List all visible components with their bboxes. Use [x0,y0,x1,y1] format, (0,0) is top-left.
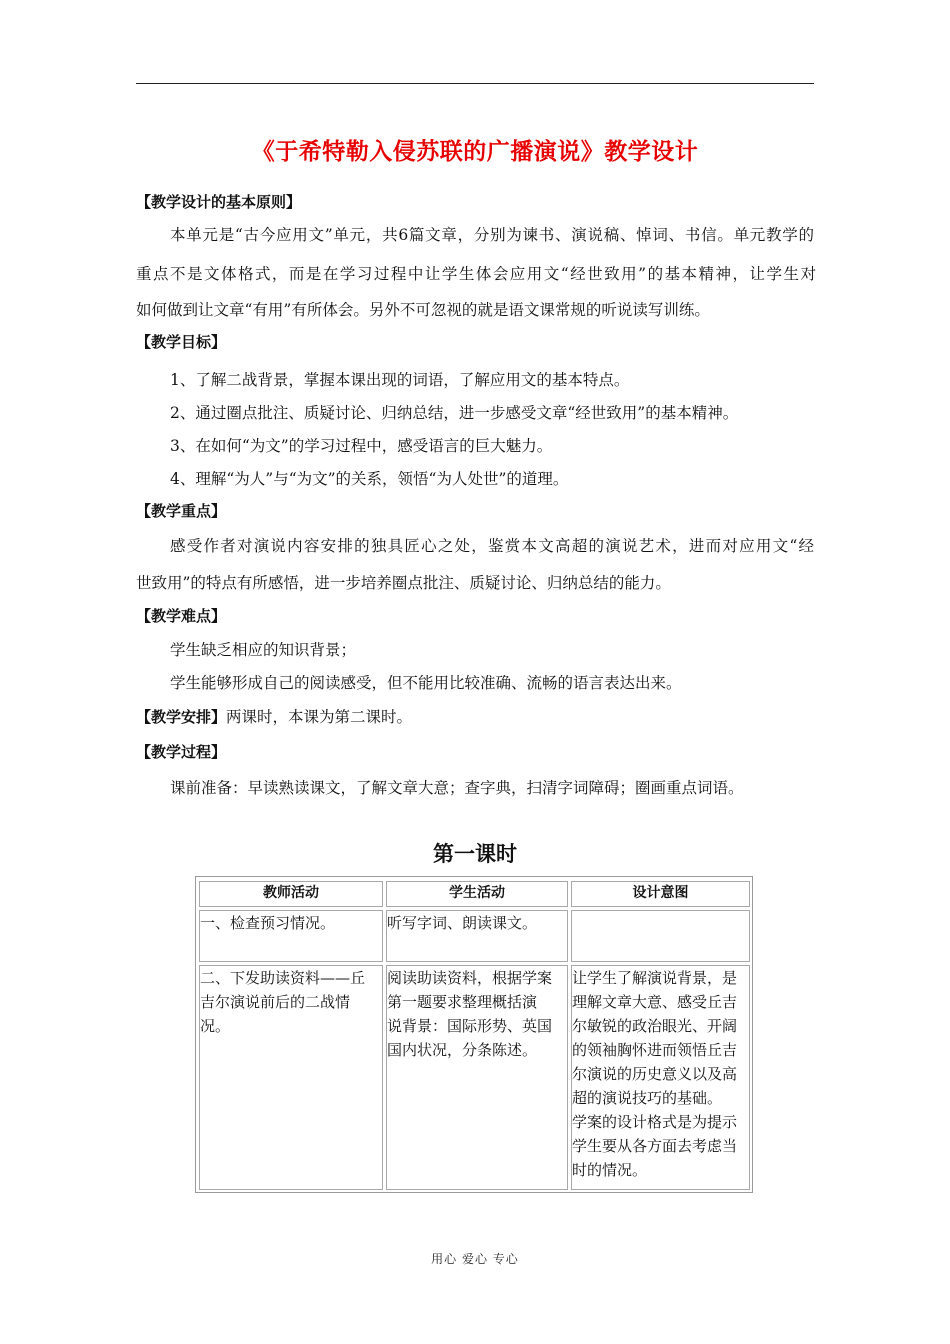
goal-item-3: 3、在如何“为文”的学习过程中，感受语言的巨大魅力。 [170,437,553,455]
page-footer: 用心 爱心 专心 [431,1252,519,1266]
heading-key: 【教学重点】 [136,502,227,520]
arrangement-row [136,705,816,727]
difficulty-line-2: 学生能够形成自己的阅读感受，但不能用比较准确、流畅的语言表达出来。 [170,674,682,692]
row2-student-line: 国内状况，分条陈述。 [387,1041,538,1059]
row2-intent-line: 尔敏锐的政治眼光、开阔 [572,1017,738,1035]
row2-intent-line: 让学生了解演说背景，是 [572,969,738,987]
process-text: 课前准备：早读熟读课文，了解文章大意；查字典，扫清字词障碍；圈画重点词语。 [170,779,744,797]
row2-intent-line: 时的情况。 [572,1161,648,1179]
document-title: 《于希特勒入侵苏联的广播演说》教学设计 [251,139,699,165]
difficulty-line-1: 学生缺乏相应的知识背景； [170,641,357,659]
key-line-2: 世致用”的特点有所感悟，进一步培养圈点批注、质疑讨论、归纳总结的能力。 [136,574,671,592]
heading-process: 【教学过程】 [136,743,227,761]
heading-principle: 【教学设计的基本原则】 [136,193,302,211]
heading-arrangement: 【教学安排】 [136,708,227,726]
principle-line-2: 重点不是文体格式，而是在学习过程中让学生体会应用文“经世致用”的基本精神，让学生对 [136,265,816,283]
row2-student-line: 第一题要求整理概括演 [387,993,538,1011]
row2-intent-line: 的领袖胸怀进而领悟丘吉 [572,1041,738,1059]
row2-student [386,965,568,1190]
heading-goals: 【教学目标】 [136,333,227,351]
lesson-table [195,876,753,1193]
row2-intent-line: 超的演说技巧的基础。 [572,1089,723,1107]
row1-student [386,910,568,962]
principle-line-3: 如何做到让文章“有用”有所体会。另外不可忽视的就是语文课常规的听说读写训练。 [136,301,710,319]
row1-teacher [199,910,383,962]
arrangement-text: 两课时，本课为第二课时。 [226,708,413,726]
row2-intent-line: 尔演说的历史意义以及高 [572,1065,738,1083]
row1-teacher-line: 一、检查预习情况。 [200,914,336,932]
row2-intent [571,965,750,1190]
goal-item-4: 4、理解“为人”与“为文”的关系，领悟“为人处世”的道理。 [170,470,569,488]
header-rule [136,83,814,84]
row2-student-line: 说背景：国际形势、英国 [387,1017,553,1035]
row2-intent-line: 理解文章大意、感受丘吉 [572,993,738,1011]
row2-student-line: 阅读助读资料，根据学案 [387,969,553,987]
row2-intent-line: 学案的设计格式是为提示 [572,1113,738,1131]
principle-line-1: 本单元是“古今应用文”单元，共6篇文章，分别为谏书、演说稿、悼词、书信。单元教学的 [170,226,814,244]
row1-intent [571,910,750,962]
row2-teacher-line: 二、下发助读资料——丘 [200,969,366,987]
goal-item-1: 1、了解二战背景，掌握本课出现的词语，了解应用文的基本特点。 [170,371,630,389]
lesson-title: 第一课时 [433,842,517,866]
heading-difficulty: 【教学难点】 [136,607,227,625]
goal-item-2: 2、通过圈点批注、质疑讨论、归纳总结，进一步感受文章“经世致用”的基本精神。 [170,404,739,422]
key-line-1: 感受作者对演说内容安排的独具匠心之处，鉴赏本文高超的演说艺术，进而对应用文“经 [170,537,814,555]
header-intent: 设计意图 [571,881,750,907]
row2-intent-line: 学生要从各方面去考虑当 [572,1137,738,1155]
header-teacher: 教师活动 [199,881,383,907]
header-student: 学生活动 [386,881,568,907]
row2-teacher [199,965,383,1190]
row2-teacher-line: 况。 [200,1017,231,1035]
row2-teacher-line: 吉尔演说前后的二战情 [200,993,351,1011]
row1-student-line: 听写字词、朗读课文。 [387,914,538,932]
